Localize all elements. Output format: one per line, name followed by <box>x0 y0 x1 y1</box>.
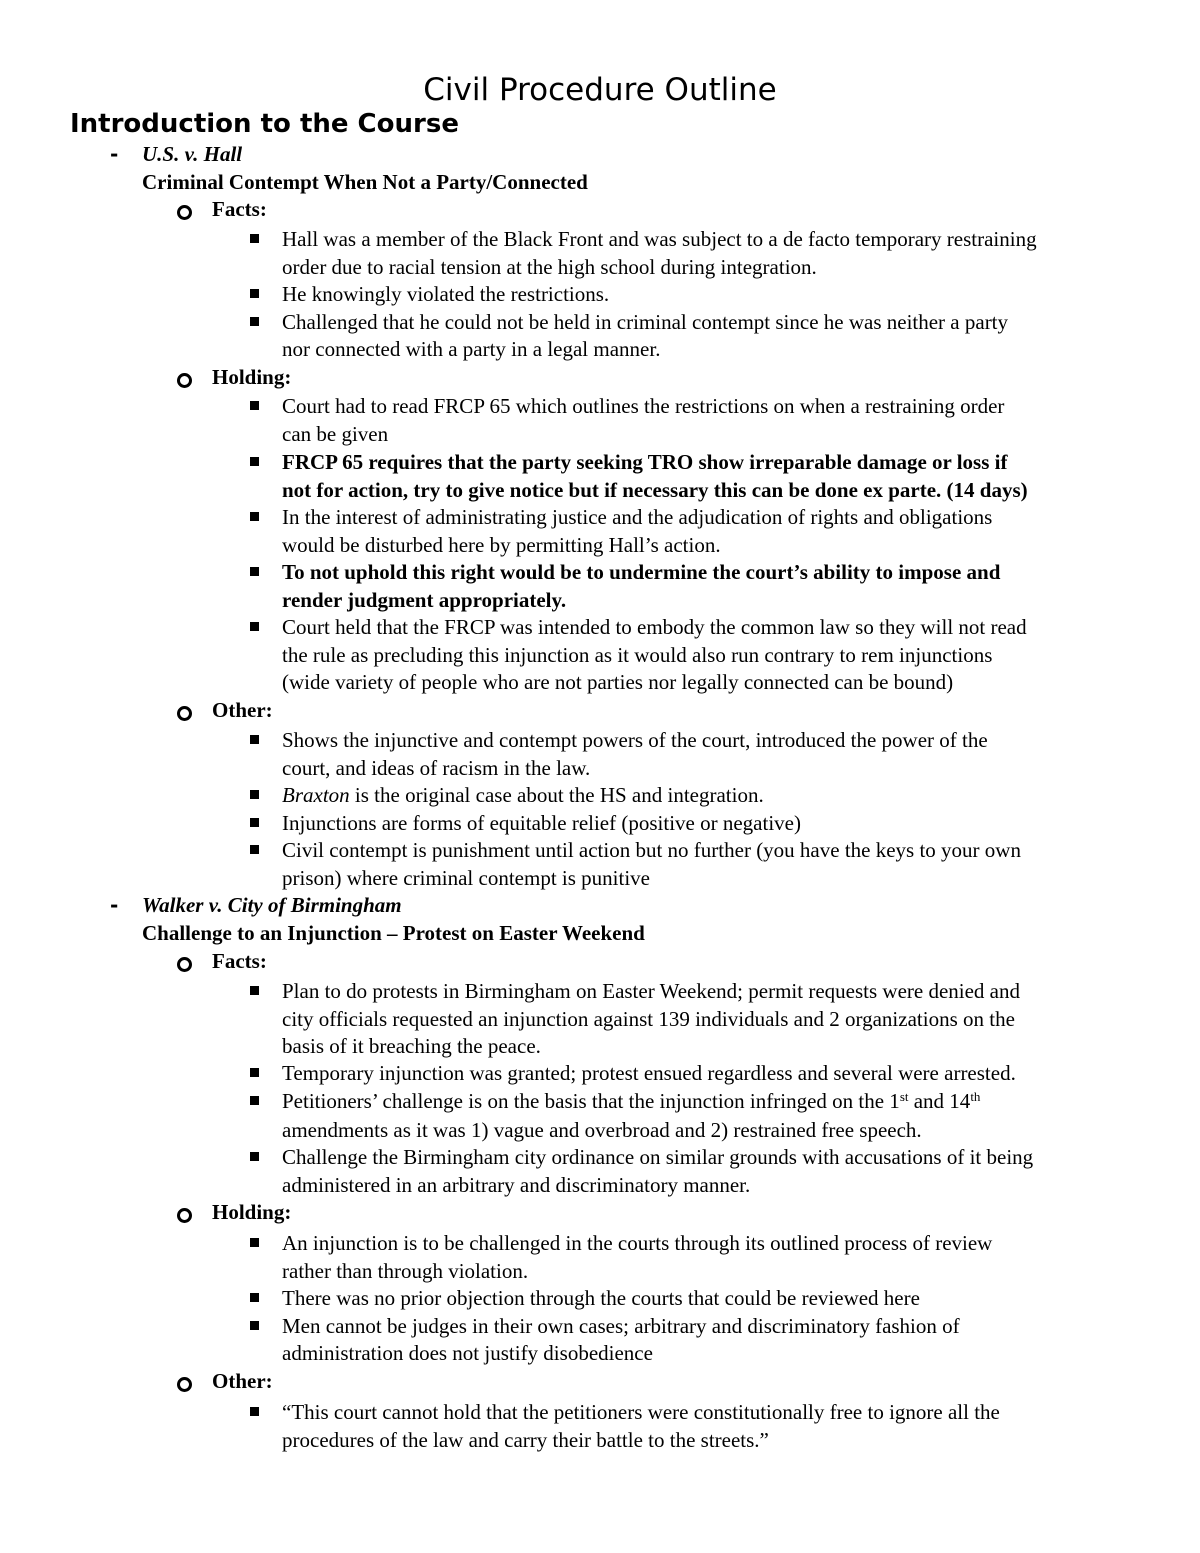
square-bullet <box>250 289 259 298</box>
case-bullet-dash: - <box>110 142 119 166</box>
holding-line: Court had to read FRCP 65 which outlines the restrictions on when a restraining order <box>282 394 1005 418</box>
holding-line: (wide variety of people who are not parties nor legally connected can be bound) <box>282 670 954 694</box>
holding-line: Court held that the FRCP was intended to embody the common law so they will not read <box>282 615 1027 639</box>
square-bullet <box>250 234 259 243</box>
facts-label: Facts: <box>212 197 267 221</box>
circle-bullet <box>177 373 192 388</box>
document-title: Civil Procedure Outline <box>423 72 777 108</box>
holding-line: can be given <box>282 422 389 446</box>
square-bullet <box>250 986 259 995</box>
fact-line: Temporary injunction was granted; protest ensued regardless and several were arrested. <box>282 1061 1016 1085</box>
circle-bullet <box>177 957 192 972</box>
section-heading: Introduction to the Course <box>70 109 459 139</box>
holding-line: not for action, try to give notice but if necessary this can be done ex parte. (14 days) <box>282 478 1028 502</box>
fact-line: Challenged that he could not be held in criminal contempt since he was neither a party <box>282 310 1009 334</box>
holding-label: Holding: <box>212 365 292 389</box>
holding-label: Holding: <box>212 1200 292 1224</box>
fact-line: Plan to do protests in Birmingham on Easter Weekend; permit requests were denied and <box>282 979 1020 1003</box>
holding-line: An injunction is to be challenged in the courts through its outlined process of review <box>282 1231 993 1255</box>
fact-line: amendments as it was 1) vague and overbroad and 2) restrained free speech. <box>282 1118 922 1142</box>
circle-bullet <box>177 1208 192 1223</box>
square-bullet <box>250 1407 259 1416</box>
holding-line: render judgment appropriately. <box>282 588 567 612</box>
case-reference: Braxton <box>282 783 350 807</box>
square-bullet <box>250 1321 259 1330</box>
square-bullet <box>250 790 259 799</box>
other-line: procedures of the law and carry their battle to the streets.” <box>282 1428 769 1452</box>
square-bullet <box>250 818 259 827</box>
fact-line: Hall was a member of the Black Front and was subject to a de facto temporary restraining <box>282 227 1037 251</box>
holding-line: To not uphold this right would be to undermine the court’s ability to impose and <box>282 560 1001 584</box>
fact-line <box>282 1088 980 1116</box>
fact-line: order due to racial tension at the high school during integration. <box>282 255 817 279</box>
case-name: Walker v. City of Birmingham <box>142 893 402 917</box>
square-bullet <box>250 512 259 521</box>
square-bullet <box>250 622 259 631</box>
holding-line: In the interest of administrating justice and the adjudication of rights and obligations <box>282 505 993 529</box>
other-label: Other: <box>212 698 273 722</box>
holding-line: the rule as precluding this injunction as it would also run contrary to rem injunctions <box>282 643 993 667</box>
square-bullet <box>250 1068 259 1077</box>
case-subtitle: Challenge to an Injunction – Protest on Easter Weekend <box>142 921 645 945</box>
other-line: prison) where criminal contempt is punitive <box>282 866 650 890</box>
other-line: Shows the injunctive and contempt powers of the court, introduced the power of the <box>282 728 988 752</box>
case-subtitle: Criminal Contempt When Not a Party/Connected <box>142 170 588 194</box>
holding-line: rather than through violation. <box>282 1259 529 1283</box>
other-label: Other: <box>212 1369 273 1393</box>
ordinal-superscript: th <box>970 1089 981 1104</box>
fact-text: and 14 <box>908 1089 971 1113</box>
square-bullet <box>250 1238 259 1247</box>
circle-bullet <box>177 1377 192 1392</box>
square-bullet <box>250 845 259 854</box>
circle-bullet <box>177 706 192 721</box>
other-line <box>282 782 764 810</box>
fact-text: Petitioners’ challenge is on the basis that the injunction infringed on the 1 <box>282 1089 900 1113</box>
fact-line: basis of it breaching the peace. <box>282 1034 541 1058</box>
fact-line: Challenge the Birmingham city ordinance on similar grounds with accusations of it being <box>282 1145 1034 1169</box>
fact-line: He knowingly violated the restrictions. <box>282 282 610 306</box>
square-bullet <box>250 401 259 410</box>
square-bullet <box>250 317 259 326</box>
circle-bullet <box>177 205 192 220</box>
holding-line: Men cannot be judges in their own cases; arbitrary and discriminatory fashion of <box>282 1314 960 1338</box>
other-line: “This court cannot hold that the petitioners were constitutionally free to ignore all the <box>282 1400 1000 1424</box>
facts-label: Facts: <box>212 949 267 973</box>
square-bullet <box>250 1152 259 1161</box>
square-bullet <box>250 1096 259 1105</box>
holding-line: FRCP 65 requires that the party seeking TRO show irreparable damage or loss if <box>282 450 1008 474</box>
square-bullet <box>250 1293 259 1302</box>
square-bullet <box>250 567 259 576</box>
other-line: Injunctions are forms of equitable relief (positive or negative) <box>282 811 801 835</box>
case-bullet-dash: - <box>110 893 119 917</box>
square-bullet <box>250 457 259 466</box>
other-line: court, and ideas of racism in the law. <box>282 756 591 780</box>
fact-line: city officials requested an injunction against 139 individuals and 2 organizations on the <box>282 1007 1015 1031</box>
fact-line: administered in an arbitrary and discriminatory manner. <box>282 1173 751 1197</box>
other-line-text: is the original case about the HS and integration. <box>349 783 764 807</box>
other-line: Civil contempt is punishment until action but no further (you have the keys to your own <box>282 838 1021 862</box>
holding-line: administration does not justify disobedience <box>282 1341 653 1365</box>
ordinal-superscript: st <box>899 1089 909 1104</box>
square-bullet <box>250 735 259 744</box>
holding-line: There was no prior objection through the courts that could be reviewed here <box>282 1286 920 1310</box>
holding-line: would be disturbed here by permitting Hall’s action. <box>282 533 721 557</box>
case-name: U.S. v. Hall <box>142 142 243 166</box>
fact-line: nor connected with a party in a legal manner. <box>282 337 661 361</box>
